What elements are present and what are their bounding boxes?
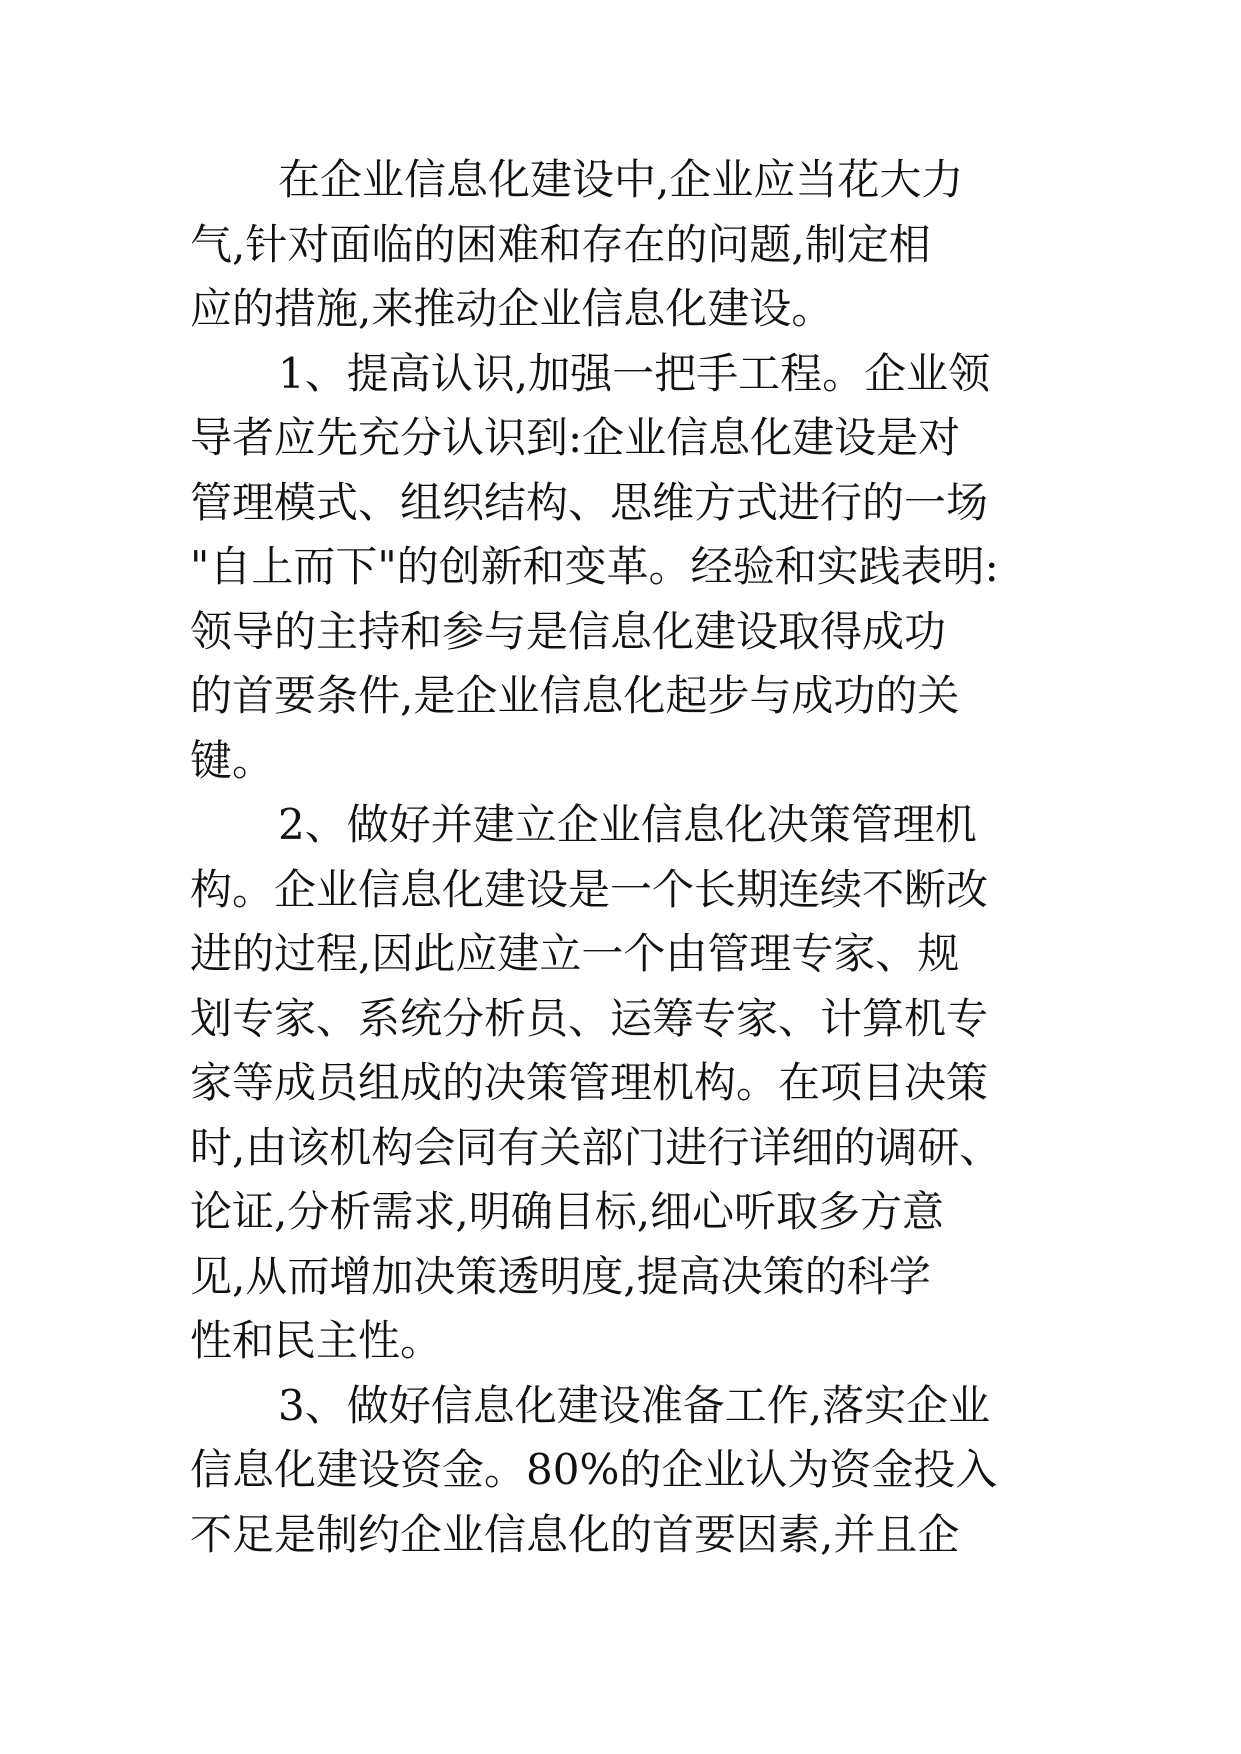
text-line: 构。企业信息化建设是一个长期连续不断改 [190, 864, 989, 914]
paragraph-item-1 [190, 342, 1090, 794]
text-line: 家等成员组成的决策管理机构。在项目决策 [190, 1058, 989, 1107]
paragraph-item-3 [190, 1374, 1090, 1568]
text-line: 管理模式、组织结构、思维方式进行的一场 [190, 477, 989, 527]
text-line: 的首要条件,是企业信息化起步与成功的关 [190, 671, 960, 720]
paragraph-item-2 [190, 793, 1090, 1374]
text-line: 见,从而增加决策透明度,提高决策的科学 [190, 1251, 931, 1301]
text-line: 键。 [190, 735, 275, 785]
text-line: 气,针对面临的困难和存在的问题,制定相 [190, 219, 931, 269]
text-line: 3、做好信息化建设准备工作,落实企业 [278, 1380, 991, 1430]
text-line: 应的措施,来推动企业信息化建设。 [190, 284, 834, 333]
text-line: 2、做好并建立企业信息化决策管理机 [278, 800, 977, 849]
text-line: 领导的主持和参与是信息化建设取得成功 [190, 606, 947, 656]
text-line: 导者应先充分认识到:企业信息化建设是对 [190, 413, 961, 462]
text-line: "自上而下"的创新和变革。经验和实践表明: [190, 542, 999, 591]
text-line: 信息化建设资金。80%的企业认为资金投入 [190, 1445, 998, 1494]
text-line: 1、提高认识,加强一把手工程。企业领 [278, 348, 991, 398]
text-line: 时,由该机构会同有关部门进行详细的调研、 [190, 1122, 1002, 1172]
text-line: 性和民主性。 [190, 1316, 443, 1365]
document-body [190, 148, 1090, 1567]
text-line: 进的过程,因此应建立一个由管理专家、规 [190, 929, 960, 978]
paragraph-intro [190, 148, 1090, 342]
text-line: 划专家、系统分析员、运筹专家、计算机专 [190, 993, 989, 1043]
text-line: 不足是制约企业信息化的首要因素,并且企 [190, 1509, 960, 1559]
text-line: 论证,分析需求,明确目标,细心听取多方意 [190, 1187, 945, 1236]
text-line: 在企业信息化建设中,企业应当花大力 [278, 155, 964, 204]
